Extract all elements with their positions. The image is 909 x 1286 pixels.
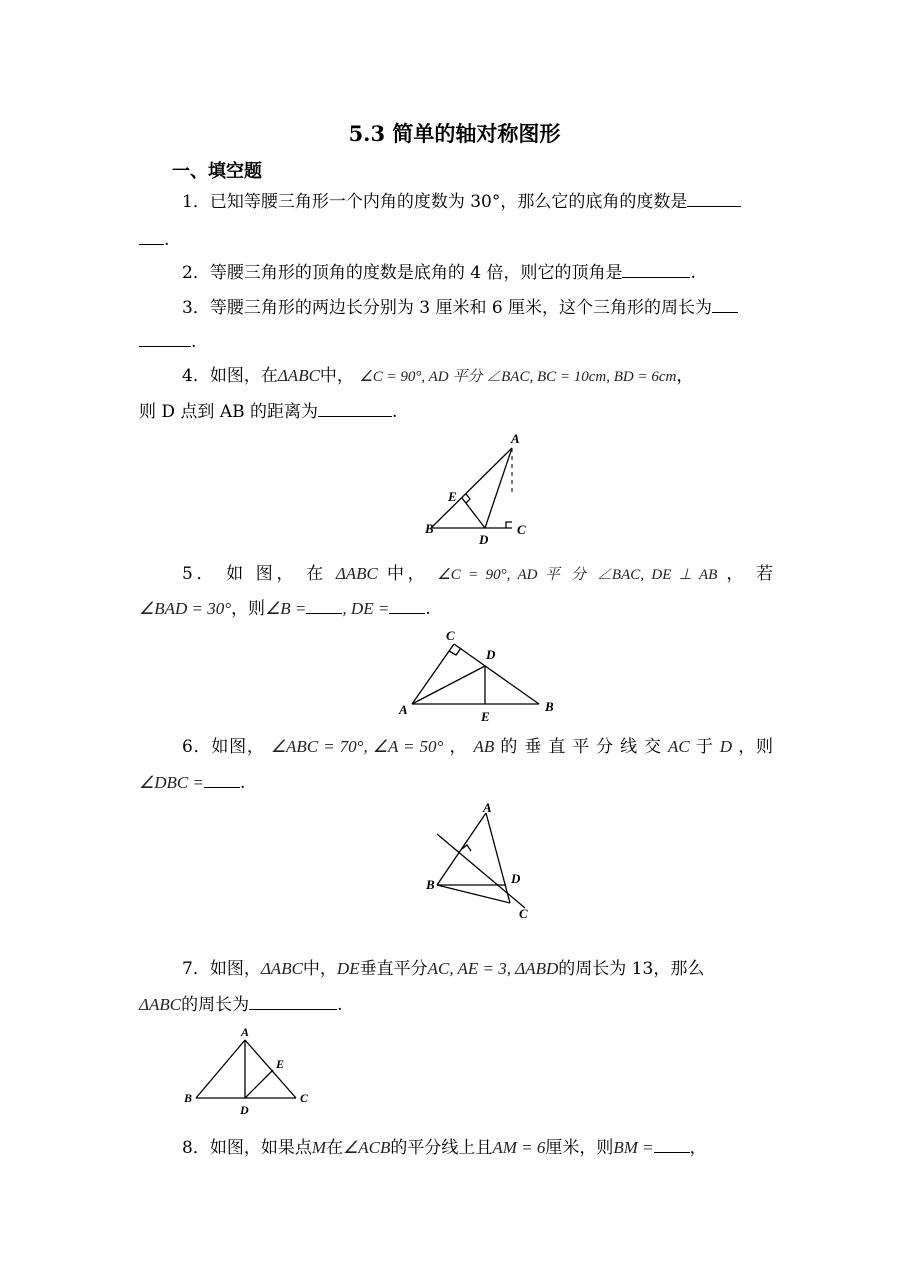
- question-6-text: 于: [695, 737, 714, 757]
- figure-4-label: B: [425, 521, 434, 536]
- figure-6-label: A: [483, 800, 492, 815]
- question-8-text: 在: [326, 1138, 343, 1158]
- math-expression: BM =: [613, 1138, 654, 1157]
- question-7: [182, 958, 704, 980]
- figure-7-label: B: [184, 1091, 193, 1105]
- question-1-text: 1．已知等腰三角形一个内角的度数为 30°，那么它的底角的度数是: [182, 192, 688, 212]
- question-6-text: ，则: [738, 737, 773, 757]
- answer-blank-1b: [139, 228, 164, 245]
- figure-5-label: E: [481, 709, 490, 724]
- answer-blank-6: [204, 771, 240, 788]
- math-expression: ΔABC: [260, 959, 303, 978]
- question-2-text: 2．等腰三角形的顶角的度数是底角的 4 倍，则它的顶角是: [182, 263, 623, 283]
- answer-blank-4: [318, 400, 392, 417]
- figure-5-triangle: [396, 626, 562, 726]
- answer-blank-7: [249, 993, 337, 1010]
- question-7-text: 7．如图，: [182, 959, 261, 979]
- question-1: [182, 190, 741, 213]
- figure-7-label: E: [276, 1057, 285, 1071]
- answer-blank-1a: [687, 190, 741, 207]
- math-expression: ∠B =: [265, 599, 307, 618]
- question-3-end: .: [191, 332, 197, 352]
- figure-7-triangle: [182, 1022, 318, 1118]
- question-8-text: 厘米，则: [545, 1138, 614, 1158]
- question-8: [182, 1136, 707, 1159]
- math-expression: AB: [473, 737, 495, 756]
- question-4-text: 则 D 点到 AB 的距离为: [139, 402, 319, 422]
- figure-7-label: A: [241, 1025, 250, 1039]
- figure-5-label: C: [446, 628, 455, 643]
- question-4: [182, 365, 693, 388]
- question-6-text: 6．如图，: [182, 737, 265, 757]
- figure-4-label: E: [448, 489, 457, 504]
- math-expression: ∠C = 90°, AD 平 分 ∠BAC, DE ⊥ AB: [437, 567, 718, 583]
- question-4-cont: [139, 400, 397, 423]
- answer-blank-5b: [389, 597, 425, 614]
- figure-5-label: B: [545, 699, 554, 714]
- question-7-end: .: [337, 995, 343, 1015]
- figure-4-label: D: [479, 532, 489, 547]
- question-4-text: ，: [676, 366, 694, 386]
- question-5-end: .: [425, 599, 431, 619]
- answer-blank-3b: [139, 330, 191, 347]
- question-4-end: .: [392, 402, 398, 422]
- math-expression: AM = 6: [492, 1138, 546, 1157]
- math-expression: AC, AE = 3, ΔABD: [427, 959, 559, 978]
- math-expression: AC: [667, 737, 690, 756]
- figure-4-triangle: [418, 426, 538, 552]
- figure-6-label: B: [426, 877, 435, 892]
- math-expression: ∠ABC = 70°, ∠A = 50°: [270, 737, 444, 756]
- question-3-text: 3．等腰三角形的两边长分别为 3 厘米和 6 厘米，这个三角形的周长为: [182, 298, 713, 318]
- answer-blank-3a: [712, 296, 738, 313]
- question-1-end: .: [164, 230, 170, 250]
- question-6-text: ，: [449, 737, 468, 757]
- question-5-text: ，则: [231, 599, 266, 619]
- figure-5-label: A: [399, 702, 408, 717]
- question-1-cont: [139, 228, 169, 251]
- answer-blank-5a: [306, 597, 342, 614]
- figure-7-label: C: [300, 1091, 309, 1105]
- figure-6-triangle: [420, 798, 540, 926]
- question-7-text: 的周长为: [181, 995, 250, 1015]
- math-expression: ΔABC: [335, 564, 378, 583]
- question-7-text: 垂直平分: [359, 959, 428, 979]
- question-4-text: 4．如图，在: [182, 366, 278, 386]
- question-6-text: 的 垂 直 平 分 线 交: [500, 737, 662, 757]
- math-expression: ∠DBC =: [139, 773, 204, 792]
- question-6-end: .: [239, 773, 246, 793]
- section-heading: 一、填空题: [172, 161, 262, 182]
- question-2-end: .: [690, 263, 696, 283]
- question-5-text: 中，: [386, 564, 429, 584]
- math-expression: ΔABC: [277, 366, 320, 385]
- math-expression: ∠ACB: [343, 1138, 391, 1157]
- figure-7-label: D: [240, 1103, 249, 1117]
- question-5: [182, 563, 773, 586]
- math-expression: , DE =: [342, 599, 390, 618]
- question-5-text: 5． 如 图， 在: [182, 564, 327, 584]
- figure-6-label: C: [519, 906, 528, 921]
- math-expression: DE: [336, 959, 360, 978]
- question-7-cont: [139, 993, 343, 1016]
- question-4-text: 中，: [319, 366, 354, 386]
- math-expression: M: [311, 1138, 326, 1157]
- answer-blank-2: [622, 261, 690, 278]
- question-7-text: 中，: [302, 959, 337, 979]
- figure-4-label: C: [517, 522, 526, 537]
- question-7-text: 的周长为 13，那么: [558, 959, 705, 979]
- question-3: [182, 296, 738, 319]
- figure-5-label: D: [486, 647, 496, 662]
- question-2: [182, 261, 696, 284]
- question-8-text: 8．如图，如果点: [182, 1138, 312, 1158]
- math-expression: ∠C = 90°, AD 平分 ∠BAC, BC = 10cm, BD = 6cm: [359, 369, 677, 385]
- math-expression: ΔABC: [139, 995, 182, 1014]
- math-expression: ∠BAD = 30°: [139, 599, 232, 618]
- question-3-cont: [139, 330, 196, 353]
- question-8-end: ，: [689, 1138, 707, 1158]
- answer-blank-8: [654, 1136, 690, 1153]
- math-expression: D: [719, 737, 733, 756]
- question-6: [182, 736, 773, 758]
- page-title: 5.3 简单的轴对称图形: [348, 121, 561, 146]
- figure-6-label: D: [511, 871, 521, 886]
- question-5-text: ， 若: [726, 564, 774, 584]
- figure-4-label: A: [511, 431, 520, 446]
- question-8-text: 的平分线上且: [390, 1138, 493, 1158]
- question-5-cont: [139, 597, 431, 620]
- question-6-cont: [139, 771, 245, 794]
